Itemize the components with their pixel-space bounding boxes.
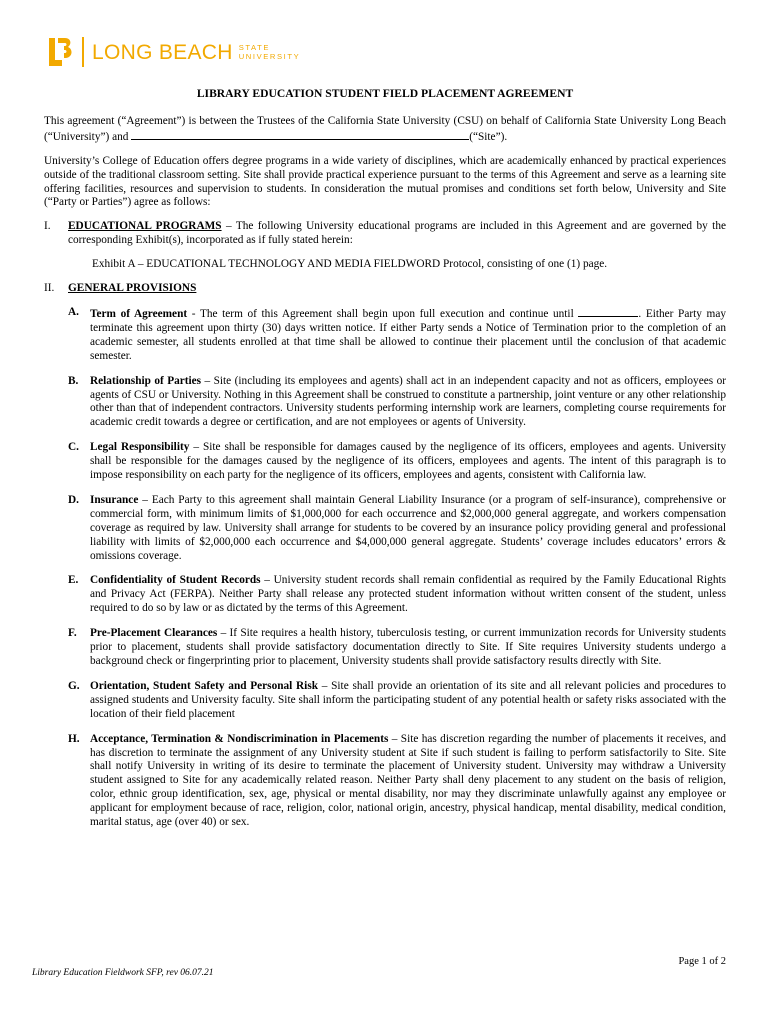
section-educational-programs: I. EDUCATIONAL PROGRAMS – The following University educational programs are included in this Agreement and are governed by the corresponding Exhibit(s), incorporated as if fully stated herein: — [44, 220, 726, 247]
provisions-list — [68, 306, 726, 830]
provision-item: F. Pre-Placement Clearances – If Site requires a health history, tuberculosis testing, or current immunization records for University students prior to placement, students shall provide satisfactory documentation directly to Site. If Site requires University students undergo a background check or fingerprinting prior to placement, University students shall provide satisfactory results directly with Site. — [68, 627, 727, 667]
provision-item: D. Insurance – Each Party to this agreement shall maintain General Liability Insurance (or a program of self-insurance), comprehensive or commercial form, with minimum limits of $1,000,000 for each occurrence and $2,000,000 general aggregate, and workers compensation coverage as required by law. University shall arrange for students to be covered by an insurance policy providing general and professional liability with limits of $2,000,000 each occurrence and $4,000,000 general aggregate. Students’ coverage includes educators’ errors & omissions coverage. — [68, 493, 726, 562]
page-number: Page 1 of 2 — [678, 956, 726, 967]
exhibit-line: Exhibit A – EDUCATIONAL TECHNOLOGY AND MEDIA FIELDWORD Protocol, consisting of one (1) page. — [92, 258, 608, 271]
footer-revision: Library Education Fieldwork SFP, rev 06.07.21 — [32, 968, 214, 978]
document-title: LIBRARY EDUCATION STUDENT FIELD PLACEMENT AGREEMENT — [196, 87, 574, 100]
section-general-provisions: II. GENERAL PROVISIONS — [44, 282, 197, 295]
provision-item: C. Legal Responsibility – Site shall be responsible for damages caused by the negligence of its officers, employees and agents. University shall be responsible for the damages caused by the negligence of its officers, employees and agents. The intent of this paragraph is to impose responsibility on each party for the negligence of its officers, employees and agents, consistent with California law. — [68, 441, 726, 482]
logo-divider — [82, 37, 84, 67]
section-heading: GENERAL PROVISIONS — [68, 282, 197, 295]
logo-wordmark: LONG BEACH — [92, 40, 233, 64]
section-heading: EDUCATIONAL PROGRAMS — [68, 220, 222, 233]
university-logo — [46, 35, 300, 69]
purpose-paragraph: University’s College of Education offers degree programs in a wide variety of disciplines, which are academically enhanced by practical experiences outside of the traditional classroom setting. Site shall provide practical experience pursuant to the terms of this Agreement and serve as a learning site offering facilities, resources and supervision to students. In consideration the mutual promises and conditions set forth below, University and Site (“Party or Parties”) agree as follows: — [44, 154, 726, 209]
logo-subtext: STATE UNIVERSITY — [238, 43, 301, 61]
lb-monogram-icon — [46, 36, 74, 68]
provision-item: B. Relationship of Parties – Site (including its employees and agents) shall act in an independent capacity and not as officers, employees or agents of CSU or University. Nothing in this Agreement shall be construed to constitute a partnership, joint venture or any other relationship other than that of independent contractors. University students performing internship work are learners, completing course requirements for academic credit towards a degree or certification, and are not employees or agents of University. — [68, 374, 726, 429]
intro-paragraph: This agreement (“Agreement”) is between the Trustees of the California State University (CSU) on behalf of California State University Long Beach (“University”) and (“Site”). — [44, 114, 726, 143]
end-date-blank[interactable] — [578, 306, 638, 317]
provision-item: H. Acceptance, Termination & Nondiscrimination in Placements – Site has discretion regarding the number of placements it receives, and has discretion to terminate the assignment of any University student at Site if such student is failing to perform satisfactorily to Site. Site shall notify University in writing of its desire to terminate the placement of University student. University may withdraw a University student assigned to Site for any academically related reason. Neither Party shall deny placement to any student on the basis of religion, color, ethnic group identification, sex, age, physical or mental disability, nor may they discriminate unlawfully against any employee or applicant for employment because of race, religion, color, national origin, ancestry, physical handicap, mental disability, medical condition, marital status, age (over 40) or sex. — [68, 732, 727, 829]
provision-item: E. Confidentiality of Student Records – University student records shall remain confidential as required by the Family Educational Rights and Privacy Act (FERPA). Neither Party shall release any protected student information without written consent of the student, unless required to do so by law or as dictated by the terms of this Agreement. — [68, 574, 727, 615]
site-name-blank[interactable] — [131, 129, 469, 140]
provision-item: A. Term of Agreement - The term of this Agreement shall begin upon full execution and continue until . Either Party may terminate this agreement upon thirty (30) days written notice. If either Party sends a Notice of Termination prior to the completion of an academic semester, all students enrolled at that time shall be allowed to continue their placement until the conclusion of that academic semester. — [68, 305, 726, 362]
provision-item: G. Orientation, Student Safety and Personal Risk – Site shall provide an orientation of its site and all relevant policies and procedures to assigned students and University faculty. Site shall inform the participating student of any potential health or safety risks associated with the location of their field placement — [68, 679, 726, 720]
document-body — [44, 87, 726, 841]
